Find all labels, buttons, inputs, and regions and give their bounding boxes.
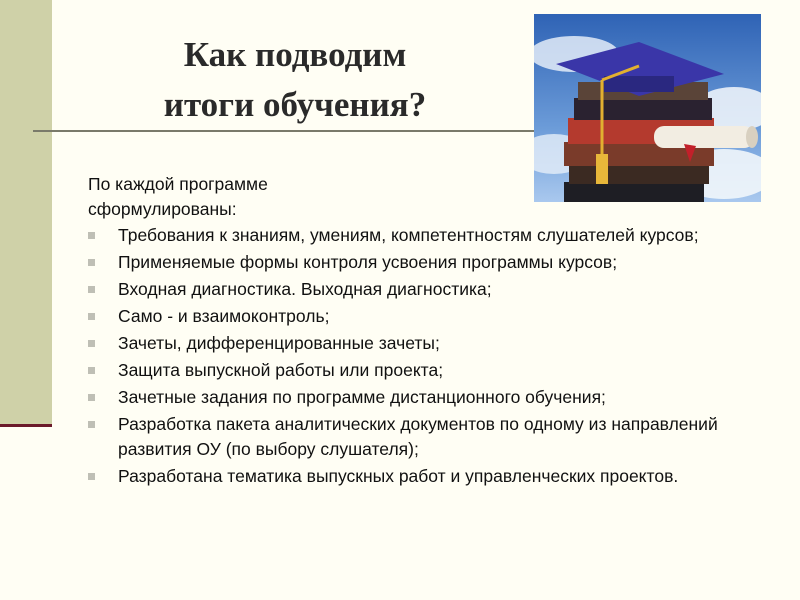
title-line-2: итоги обучения? [163,85,427,124]
intro-line-1: По каждой программе [88,174,268,194]
list-item-text: Зачеты, дифференцированные зачеты; [118,333,440,353]
list-item [88,464,738,489]
list-item [88,412,738,462]
list-item-text: Входная диагностика. Выходная диагностика; [118,279,492,299]
square-bullet-icon [88,259,95,266]
bullet-list [88,223,738,489]
list-item [88,223,738,248]
list-item-text: Зачетные задания по программе дистанционного обучения; [118,387,606,407]
list-item [88,250,738,275]
list-item-text: Само - и взаимоконтроль; [118,306,330,326]
list-item [88,277,738,302]
list-item-text: Применяемые формы контроля усвоения программы курсов; [118,252,618,272]
list-item-text: Разработана тематика выпускных работ и управленческих проектов. [118,466,679,486]
list-item [88,358,738,383]
slide-title [60,30,530,130]
sidebar-decoration [0,0,52,424]
list-item-text: Разработка пакета аналитических документов по одному из направлений развития ОУ (по выбору слушателя); [118,414,718,459]
list-item [88,331,738,356]
square-bullet-icon [88,473,95,480]
sidebar-accent-rule [0,424,52,427]
square-bullet-icon [88,340,95,347]
list-item [88,304,738,329]
square-bullet-icon [88,394,95,401]
intro-line-2: сформулированы: [88,199,237,219]
list-item-text: Требования к знаниям, умениям, компетентностям слушателей курсов; [118,225,699,245]
list-item [88,385,738,410]
title-divider [33,130,538,132]
slide-body [88,172,738,491]
square-bullet-icon [88,232,95,239]
square-bullet-icon [88,367,95,374]
square-bullet-icon [88,421,95,428]
intro-text [88,172,738,222]
square-bullet-icon [88,313,95,320]
title-line-1: Как подводим [183,35,407,74]
square-bullet-icon [88,286,95,293]
list-item-text: Защита выпускной работы или проекта; [118,360,444,380]
